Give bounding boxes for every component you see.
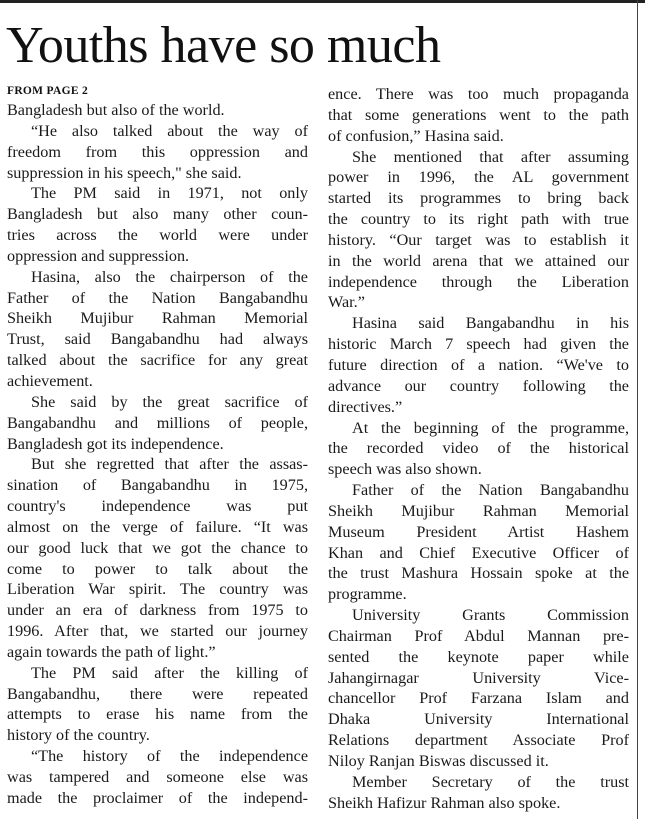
text-line: Sheikh Mujibur Rahman Memorial: [328, 501, 629, 520]
text-line: She said by the great sacrifice of: [31, 392, 308, 411]
text-line: made the proclaimer of the independ-: [7, 788, 308, 807]
text-line: Liberation War spirit. The country was: [7, 580, 308, 599]
text-line: Jahangirnagar University Vice-: [328, 668, 629, 687]
text-line: future direction of a nation. “We've to: [328, 355, 629, 374]
text-line: The PM said in 1971, not only: [31, 184, 308, 203]
paragraph: [328, 147, 629, 314]
text-line: historic March 7 speech had given the: [328, 335, 629, 354]
text-line: the trust Mashura Hossain spoke at the: [328, 564, 629, 583]
text-line: Trust, said Bangabandhu had always: [7, 330, 308, 349]
text-line: University Grants Commission: [352, 606, 629, 625]
text-line: freedom from this oppression and: [7, 142, 308, 161]
text-line: The PM said after the killing of: [31, 663, 308, 682]
article-column-1: [7, 100, 308, 809]
text-line: tries across the world were under: [7, 226, 308, 245]
text-line: our good luck that we got the chance to: [7, 538, 308, 557]
paragraph: [7, 183, 308, 266]
paragraph: [7, 663, 308, 746]
text-line: the country to its right path with true: [328, 210, 629, 229]
text-line: come to power to talk about the: [7, 559, 308, 578]
top-rule: [0, 0, 645, 3]
text-line: independence through the Liberation: [328, 272, 629, 291]
text-line: Hasina said Bangabandhu in his: [352, 314, 629, 333]
text-line: programme.: [328, 585, 407, 604]
paragraph: [328, 84, 629, 147]
text-line: attempts to erase his name from the: [7, 705, 308, 724]
text-line: But she regretted that after the assas-: [31, 455, 308, 474]
text-line: “He also talked about the way of: [31, 121, 308, 140]
text-line: power in 1996, the AL government: [328, 168, 629, 187]
text-line: almost on the verge of failure. “It was: [7, 517, 308, 536]
text-line: ence. There was too much propaganda: [328, 85, 629, 103]
text-line: Chairman Prof Abdul Mannan pre-: [328, 626, 629, 645]
text-line: oppression and suppression.: [7, 246, 190, 265]
text-line: Hasina, also the chairperson of the: [31, 267, 308, 286]
text-line: that some generations went to the path: [328, 105, 629, 124]
text-line: in the world arena that we attained our: [328, 251, 629, 270]
text-line: of confusion,” Hasina said.: [328, 126, 504, 145]
paragraph: [7, 121, 308, 184]
text-line: history. “Our target was to establish it: [328, 230, 629, 249]
text-line: Father of the Nation Bangabandhu: [352, 481, 629, 500]
text-line: Dhaka University International: [328, 710, 629, 729]
paragraph: [7, 392, 308, 455]
paragraph: [328, 480, 629, 605]
paragraph: [328, 605, 629, 772]
text-line: Bangladesh got its independence.: [7, 434, 224, 453]
headline: Youths have so much: [6, 17, 441, 74]
text-line: War.”: [328, 293, 365, 312]
text-line: started its programmes to bring back: [328, 189, 629, 208]
article-column-2: [328, 84, 629, 814]
text-line: Bangladesh but also many other coun-: [7, 205, 308, 224]
text-line: talked about the sacrifice for any great: [7, 351, 308, 370]
text-line: 1996. After that, we started our journey: [7, 622, 308, 641]
text-line: Relations department Associate Prof: [328, 731, 629, 750]
text-line: the recorded video of the historical: [328, 439, 629, 458]
paragraph: [328, 313, 629, 417]
text-line: directives.”: [328, 397, 403, 416]
text-line: sination of Bangabandhu in 1975,: [7, 476, 308, 495]
text-line: Museum President Artist Hashem: [328, 522, 629, 541]
paragraph: [328, 418, 629, 481]
text-line: Sheikh Mujibur Rahman Memorial: [7, 309, 308, 328]
text-line: Niloy Ranjan Biswas discussed it.: [328, 752, 549, 770]
text-line: was tampered and someone else was: [7, 768, 308, 786]
text-line: Bangladesh but also of the world.: [7, 101, 225, 119]
paragraph: [7, 267, 308, 392]
column-rule: [637, 0, 638, 819]
text-line: Father of the Nation Bangabandhu: [7, 288, 308, 307]
jump-label: FROM PAGE 2: [7, 85, 89, 97]
paragraph: [7, 454, 308, 662]
paragraph: [7, 746, 308, 809]
text-line: history of the country.: [7, 726, 150, 745]
text-line: At the beginning of the programme,: [352, 418, 629, 437]
text-line: advance our country following the: [328, 376, 629, 395]
text-line: country's independence was put: [7, 497, 308, 516]
text-line: Khan and Chief Executive Officer of: [328, 543, 629, 562]
text-line: chancellor Prof Farzana Islam and: [328, 689, 629, 708]
text-line: Sheikh Hafizur Rahman also spoke.: [328, 793, 561, 812]
text-line: again towards the path of light.”: [7, 642, 216, 661]
text-line: suppression in his speech," she said.: [7, 163, 242, 182]
text-line: speech was also shown.: [328, 460, 482, 479]
text-line: Bangabandhu and millions of people,: [7, 413, 308, 432]
text-line: “The history of the independence: [31, 747, 308, 766]
paragraph: [7, 100, 308, 121]
text-line: under an era of darkness from 1975 to: [7, 601, 308, 620]
text-line: Member Secretary of the trust: [352, 772, 629, 791]
paragraph: [328, 772, 629, 814]
text-line: sented the keynote paper while: [328, 647, 629, 666]
text-line: Bangabandhu, there were repeated: [7, 684, 308, 703]
text-line: She mentioned that after assuming: [352, 147, 629, 166]
text-line: achievement.: [7, 371, 93, 390]
